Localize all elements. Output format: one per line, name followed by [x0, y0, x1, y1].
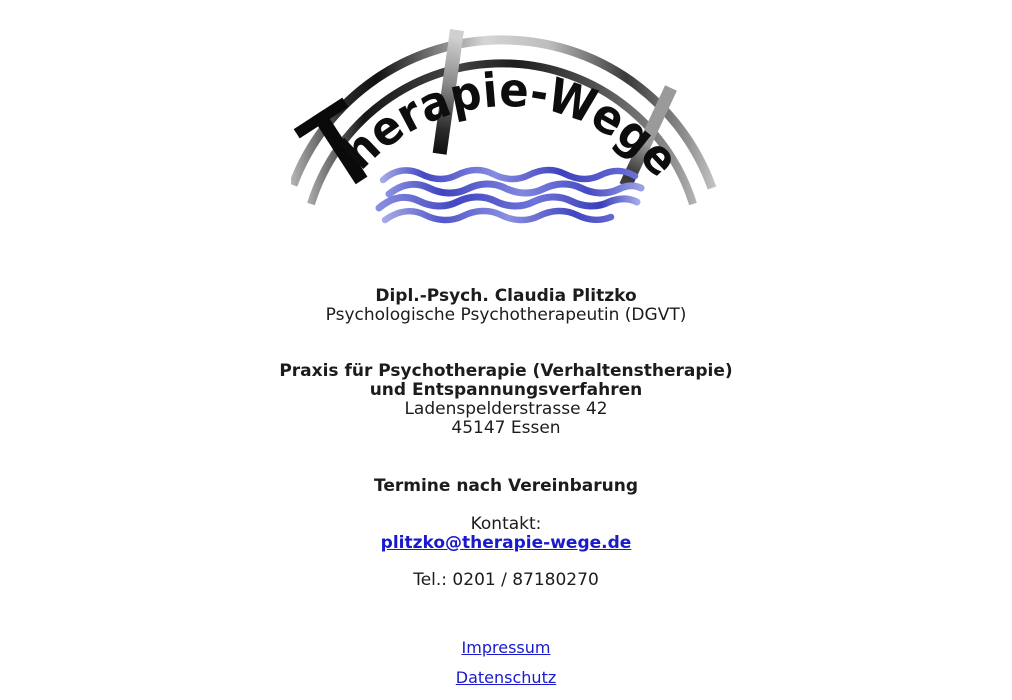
logo-arc-text: herapie-Wege — [331, 62, 692, 190]
practice-name-line2: und Entspannungsverfahren — [369, 380, 643, 400]
practitioner-title: Psychologische Psychotherapeutin (DGVT) — [325, 305, 687, 325]
impressum-link[interactable]: Impressum — [461, 638, 551, 657]
contact-block — [0, 515, 1012, 553]
practice-block — [0, 362, 1012, 438]
phone-number: Tel.: 0201 / 87180270 — [413, 570, 599, 590]
logo-graphic — [291, 22, 721, 234]
practice-city: 45147 Essen — [451, 418, 561, 438]
practitioner-name: Dipl.-Psych. Claudia Plitzko — [375, 286, 637, 306]
datenschutz-link[interactable]: Datenschutz — [455, 668, 557, 687]
practice-name-line1: Praxis für Psychotherapie (Verhaltenstherapie) — [279, 361, 733, 381]
wave-line-3 — [379, 197, 637, 208]
practice-street: Ladenspelderstrasse 42 — [404, 399, 608, 419]
contact-label: Kontakt: — [470, 514, 542, 534]
wave-line-4 — [385, 211, 611, 220]
footer-datenschutz-row — [0, 668, 1012, 688]
appointment-block — [0, 477, 1012, 496]
email-link[interactable]: plitzko@therapie-wege.de — [380, 533, 632, 553]
appointment-note: Termine nach Vereinbarung — [373, 476, 638, 496]
wave-line-2 — [389, 184, 641, 194]
wave-line-1 — [383, 170, 635, 180]
logo — [0, 22, 1012, 234]
logo-waves — [379, 170, 641, 220]
practitioner-block — [0, 287, 1012, 325]
footer-impressum-row — [0, 638, 1012, 658]
